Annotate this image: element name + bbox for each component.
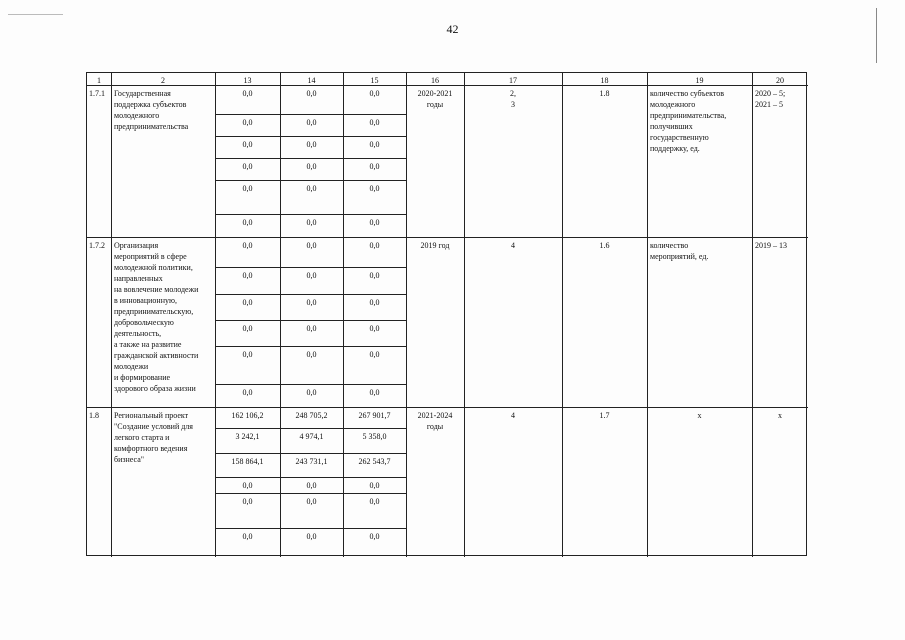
value-cell: 0,0 (369, 118, 380, 127)
grid-line (562, 73, 563, 557)
value-cell: 267 901,7 (358, 411, 391, 420)
grid-line (215, 136, 406, 137)
indicator-line: x (697, 411, 702, 420)
value-cell: 0,0 (369, 324, 380, 333)
target-line: 2020 – 5; (755, 89, 786, 98)
value-cell: 3 242,1 (235, 432, 260, 441)
header-col-1: 1 (97, 76, 101, 85)
grid-line (215, 267, 406, 268)
value-cell: 243 731,1 (295, 457, 328, 466)
value-cell: 262 543,7 (358, 457, 391, 466)
row-name-line: "Создание условий для (114, 422, 193, 431)
row-name-line: легкого старта и (114, 433, 170, 442)
grid-line (87, 407, 808, 408)
row-name-line: здорового образа жизни (114, 384, 196, 393)
value-cell: 0,0 (369, 140, 380, 149)
value-cell: 0,0 (242, 118, 253, 127)
value-cell: 0,0 (242, 324, 253, 333)
value-cell: 0,0 (306, 241, 317, 250)
indicator-line: поддержку, ед. (650, 144, 700, 153)
value-cell: 0,0 (242, 140, 253, 149)
value-cell: 0,0 (242, 350, 253, 359)
row-name-line: на вовлечение молодежи (114, 285, 199, 294)
row-name-line: гражданской активности (114, 351, 199, 360)
value-cell: 0,0 (242, 218, 253, 227)
value-cell: 0,0 (369, 271, 380, 280)
grid-line (215, 384, 406, 385)
value-cell: 0,0 (369, 162, 380, 171)
grid-line (111, 73, 112, 557)
col18-value: 1.8 (599, 89, 610, 98)
col17-line: 4 (511, 241, 515, 250)
value-cell: 0,0 (369, 532, 380, 541)
header-col-13: 13 (243, 76, 252, 85)
value-cell: 4 974,1 (299, 432, 324, 441)
row-name-line: Региональный проект (114, 411, 189, 420)
value-cell: 248 705,2 (295, 411, 328, 420)
value-cell: 0,0 (369, 218, 380, 227)
value-cell: 0,0 (306, 497, 317, 506)
value-cell: 0,0 (306, 118, 317, 127)
value-cell: 0,0 (242, 388, 253, 397)
row-name-line: Государственная (114, 89, 171, 98)
row-name-line: в инновационную, (114, 296, 177, 305)
value-cell: 0,0 (306, 298, 317, 307)
indicator-line: государственную (650, 133, 709, 142)
page-number: 42 (446, 22, 459, 36)
row-name-line: молодежи (114, 362, 149, 371)
value-cell: 0,0 (306, 184, 317, 193)
value-cell: 0,0 (369, 89, 380, 98)
row-name-line: молодежной политики, (114, 263, 193, 272)
value-cell: 0,0 (369, 184, 380, 193)
row-name-line: направленных (114, 274, 163, 283)
period-line: 2021-2024 (417, 411, 453, 420)
target-line: x (778, 411, 782, 420)
value-cell: 0,0 (306, 218, 317, 227)
col17-line: 3 (511, 100, 515, 109)
header-col-14: 14 (307, 76, 316, 85)
grid-line (215, 294, 406, 295)
value-cell: 0,0 (306, 89, 317, 98)
grid-line (647, 73, 648, 557)
value-cell: 0,0 (242, 481, 253, 490)
scan-mark (8, 14, 63, 15)
value-cell: 0,0 (306, 481, 317, 490)
value-cell: 0,0 (306, 271, 317, 280)
grid-line (215, 528, 406, 529)
grid-line (215, 214, 406, 215)
indicator-line: количество субъектов (650, 89, 725, 98)
grid-line (215, 346, 406, 347)
value-cell: 0,0 (306, 388, 317, 397)
value-cell: 0,0 (242, 271, 253, 280)
row-name-line: Организация (114, 241, 159, 250)
header-col-2: 2 (161, 76, 165, 85)
row-name-line: и формирование (114, 373, 171, 382)
value-cell: 0,0 (242, 532, 253, 541)
indicator-line: мероприятий, ед. (650, 252, 709, 261)
col17-line: 2, (510, 89, 516, 98)
period-line: годы (426, 100, 444, 109)
value-cell: 0,0 (369, 241, 380, 250)
value-cell: 0,0 (306, 532, 317, 541)
value-cell: 0,0 (306, 162, 317, 171)
grid-line (215, 493, 406, 494)
row-name-line: поддержка субъектов (114, 100, 187, 109)
indicator-line: получивших (650, 122, 693, 131)
indicator-line: молодежного (650, 100, 696, 109)
value-cell: 0,0 (242, 497, 253, 506)
grid-line (87, 237, 808, 238)
header-col-17: 17 (509, 76, 517, 85)
row-name-line: добровольческую (114, 318, 174, 327)
value-cell: 5 358,0 (362, 432, 387, 441)
target-line: 2019 – 13 (755, 241, 787, 250)
row-name-line: комфортного ведения (114, 444, 188, 453)
value-cell: 0,0 (369, 481, 380, 490)
value-cell: 0,0 (242, 89, 253, 98)
header-col-15: 15 (370, 76, 379, 85)
grid-line (215, 428, 406, 429)
value-cell: 0,0 (242, 298, 253, 307)
row-name-line: бизнеса" (114, 455, 145, 464)
value-cell: 0,0 (369, 388, 380, 397)
period-line: 2019 год (420, 241, 450, 250)
grid-line (215, 180, 406, 181)
grid-line (215, 320, 406, 321)
grid-line (406, 73, 407, 557)
value-cell: 0,0 (242, 241, 253, 250)
col18-value: 1.6 (599, 241, 610, 250)
row-name-line: предпринимательскую, (114, 307, 194, 316)
grid-line (215, 158, 406, 159)
value-cell: 0,0 (369, 350, 380, 359)
value-cell: 0,0 (369, 298, 380, 307)
indicator-line: количество (650, 241, 689, 250)
grid-line (215, 453, 406, 454)
row-id: 1.7.2 (89, 241, 105, 250)
period-line: 2020-2021 (417, 89, 453, 98)
grid-line (215, 477, 406, 478)
program-table (86, 72, 807, 556)
value-cell: 0,0 (306, 324, 317, 333)
value-cell: 0,0 (369, 497, 380, 506)
header-col-19: 19 (695, 76, 704, 85)
header-col-16: 16 (431, 76, 439, 85)
value-cell: 0,0 (242, 162, 253, 171)
row-name-line: деятельность, (114, 329, 162, 338)
grid-line (215, 114, 406, 115)
target-line: 2021 – 5 (755, 100, 783, 109)
row-name-line: а также на развитие (114, 340, 182, 349)
grid-line (752, 73, 753, 557)
period-line: годы (426, 422, 444, 431)
row-id: 1.8 (89, 411, 99, 420)
indicator-line: предпринимательства, (650, 111, 727, 120)
value-cell: 0,0 (242, 184, 253, 193)
grid-line (464, 73, 465, 557)
header-col-20: 20 (776, 76, 784, 85)
col18-value: 1.7 (599, 411, 610, 420)
value-cell: 0,0 (306, 350, 317, 359)
row-name-line: предпринимательства (114, 122, 189, 131)
row-id: 1.7.1 (89, 89, 105, 98)
value-cell: 0,0 (306, 140, 317, 149)
col17-line: 4 (511, 411, 515, 420)
row-name-line: мероприятий в сфере (114, 252, 187, 261)
value-cell: 158 864,1 (231, 457, 264, 466)
row-name-line: молодежного (114, 111, 160, 120)
value-cell: 162 106,2 (231, 411, 264, 420)
header-col-18: 18 (600, 76, 609, 85)
